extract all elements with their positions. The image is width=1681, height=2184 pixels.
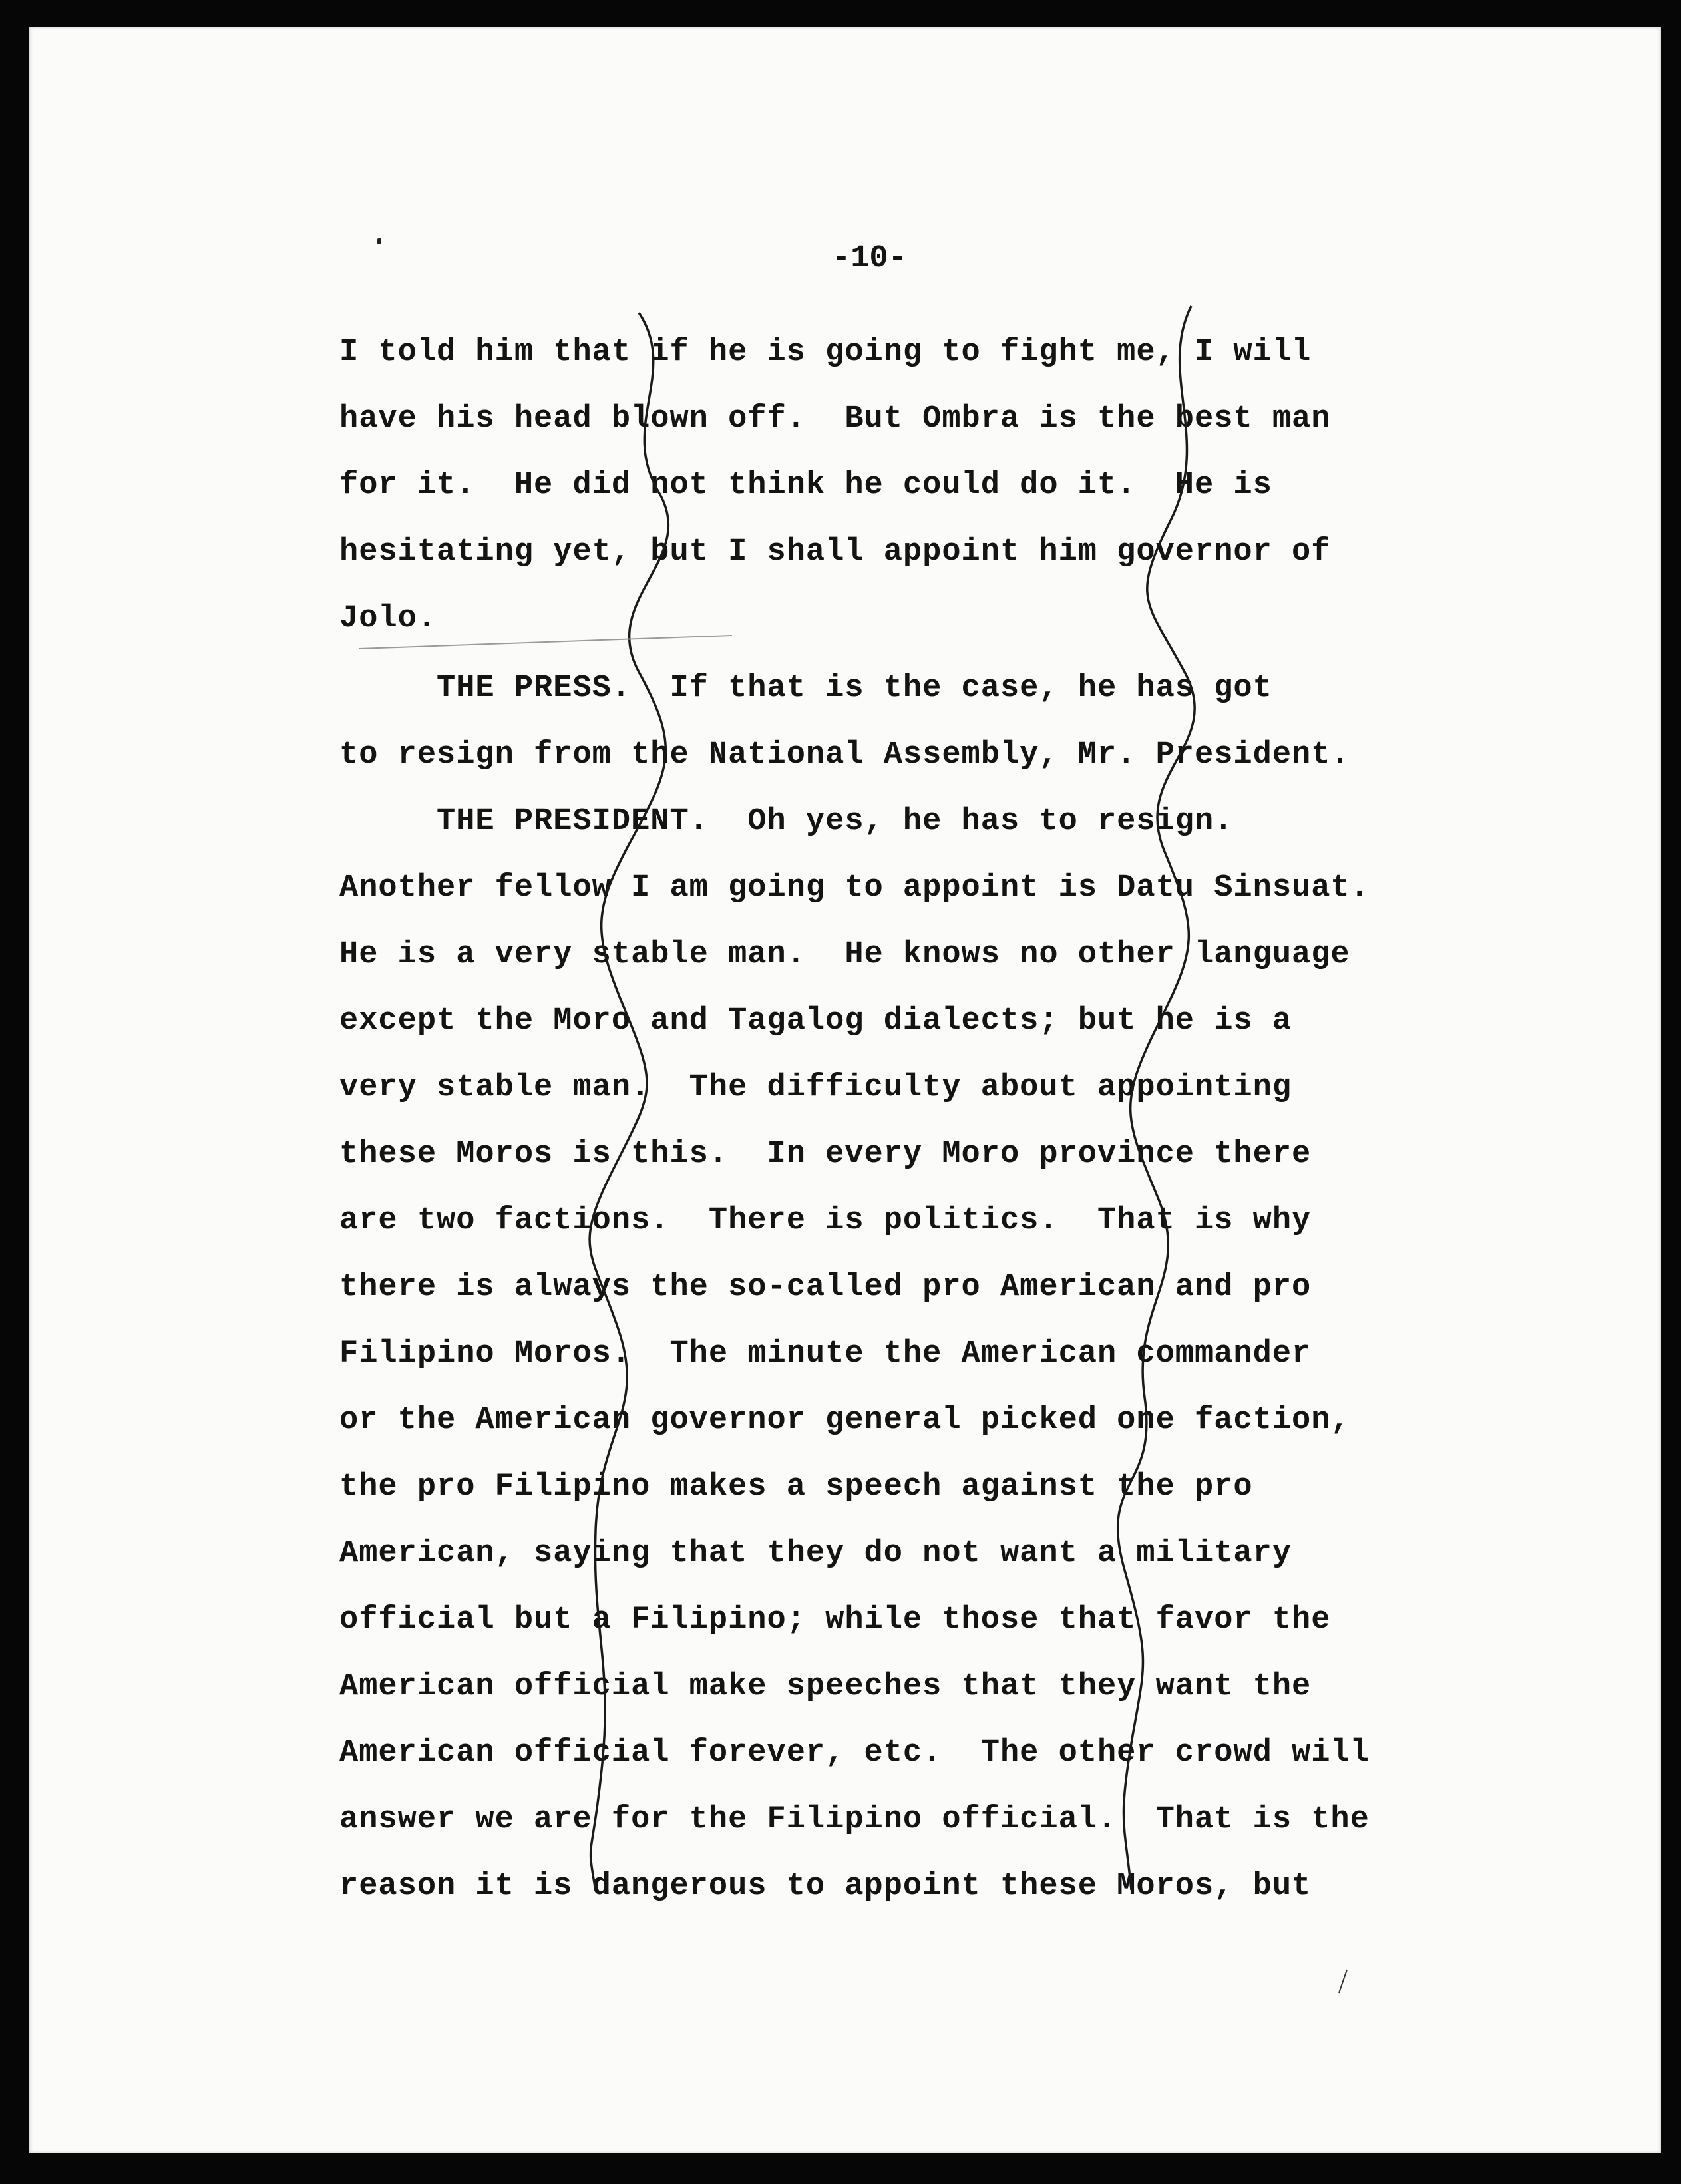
page-number: -10- bbox=[832, 241, 907, 276]
text-line: there is always the so-called pro American and pro bbox=[339, 1270, 1312, 1305]
ink-speck bbox=[377, 238, 381, 244]
text-line: Jolo. bbox=[339, 601, 437, 636]
text-line: except the Moro and Tagalog dialects; but he is a bbox=[339, 1003, 1292, 1039]
text-line: are two factions. There is politics. That is why bbox=[339, 1203, 1312, 1238]
text-line: very stable man. The difficulty about appointing bbox=[339, 1070, 1292, 1105]
text-line: American official forever, etc. The other crowd will bbox=[339, 1735, 1370, 1771]
text-line: reason it is dangerous to appoint these Moros, but bbox=[339, 1869, 1312, 1904]
text-line: THE PRESS. If that is the case, he has got bbox=[339, 671, 1272, 706]
text-line: Another fellow I am going to appoint is Datu Sinsuat. bbox=[339, 870, 1370, 906]
text-line: the pro Filipino makes a speech against the pro bbox=[339, 1469, 1253, 1505]
text-line: Filipino Moros. The minute the American commander bbox=[339, 1336, 1312, 1371]
text-line: these Moros is this. In every Moro province there bbox=[339, 1137, 1312, 1172]
text-line: or the American governor general picked one faction, bbox=[339, 1403, 1350, 1438]
text-line: for it. He did not think he could do it. He is bbox=[339, 468, 1272, 503]
text-line: official but a Filipino; while those that favor the bbox=[339, 1602, 1331, 1638]
text-line: I told him that if he is going to fight me, I will bbox=[339, 335, 1312, 370]
text-line: have his head blown off. But Ombra is the best man bbox=[339, 401, 1331, 437]
text-line: American official make speeches that they want the bbox=[339, 1669, 1312, 1704]
text-line: answer we are for the Filipino official. That is the bbox=[339, 1802, 1370, 1837]
text-line: hesitating yet, but I shall appoint him governor of bbox=[339, 534, 1331, 570]
text-line: THE PRESIDENT. Oh yes, he has to resign. bbox=[339, 804, 1234, 839]
text-line: He is a very stable man. He knows no other language bbox=[339, 937, 1350, 972]
text-line: American, saying that they do not want a military bbox=[339, 1536, 1292, 1571]
text-line: to resign from the National Assembly, Mr. President. bbox=[339, 737, 1350, 773]
